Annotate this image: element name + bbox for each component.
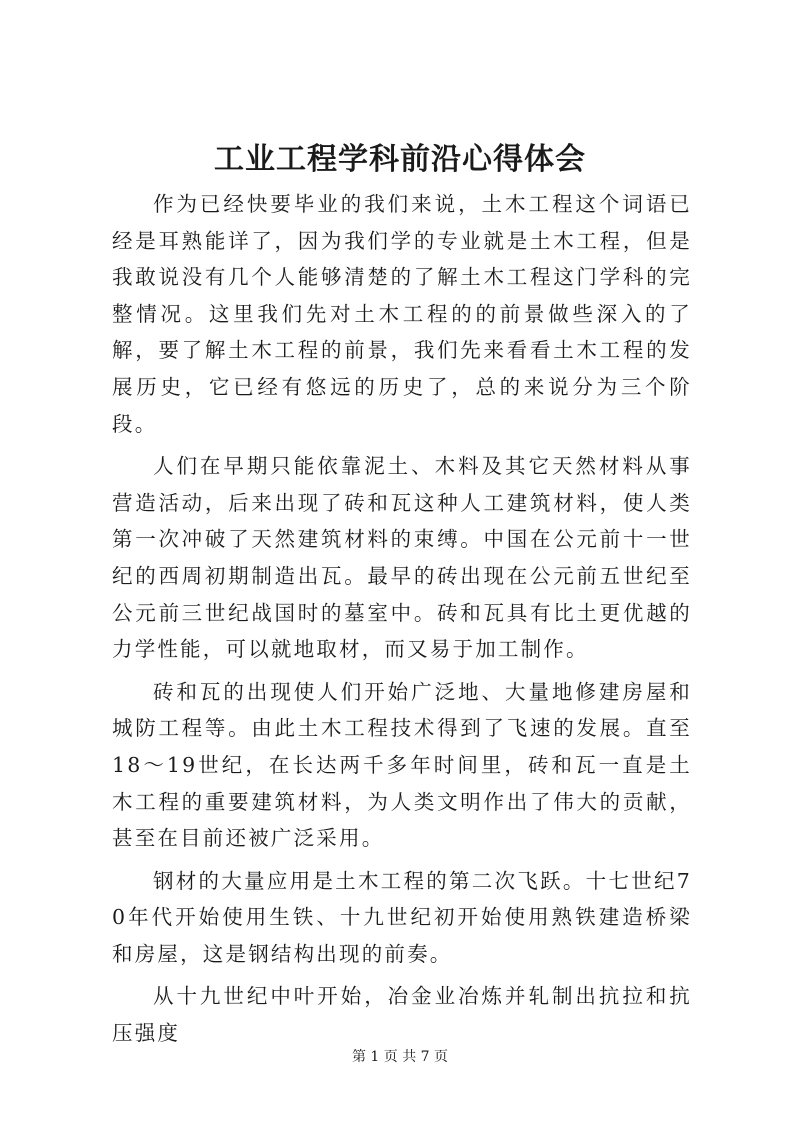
paragraph-3: 砖和瓦的出现使人们开始广泛地、大量地修建房屋和城防工程等。由此土木工程技术得到了飞速的发展。直至18～19世纪，在长达两千多年时间里，砖和瓦一直是土木工程的重要建筑材料，为人类文明作出了伟大的贡献，甚至在目前还被广泛采用。 [112, 679, 692, 851]
paragraph-2: 人们在早期只能依靠泥土、木料及其它天然材料从事营造活动，后来出现了砖和瓦这种人工建筑材料，使人类第一次冲破了天然建筑材料的束缚。中国在公元前十一世纪的西周初期制造出瓦。最早的砖出现在公元前五世纪至公元前三世纪战国时的墓室中。砖和瓦具有比土更优越的力学性能，可以就地取材，而又易于加工制作。 [112, 454, 692, 662]
document-body [112, 186, 692, 1052]
page-footer: 第 1 页 共 7 页 [351, 1049, 449, 1065]
paragraph-5: 从十九世纪中叶开始，冶金业冶炼并轧制出抗拉和抗压强度 [112, 984, 692, 1046]
paragraph-4: 钢材的大量应用是土木工程的第二次飞跃。十七世纪70年代开始使用生铁、十九世纪初开始使用熟铁建造桥梁和房屋，这是钢结构出现的前奏。 [112, 868, 692, 966]
paragraph-1: 作为已经快要毕业的我们来说，土木工程这个词语已经是耳熟能详了，因为我们学的专业就是土木工程，但是我敢说没有几个人能够清楚的了解土木工程这门学科的完整情况。这里我们先对土木工程的的前景做些深入的了解，要了解土木工程的前景，我们先来看看土木工程的发展历史，它已经有悠远的历史了，总的来说分为三个阶段。 [112, 192, 692, 436]
document-title: 工业工程学科前沿心得体会 [214, 142, 586, 177]
